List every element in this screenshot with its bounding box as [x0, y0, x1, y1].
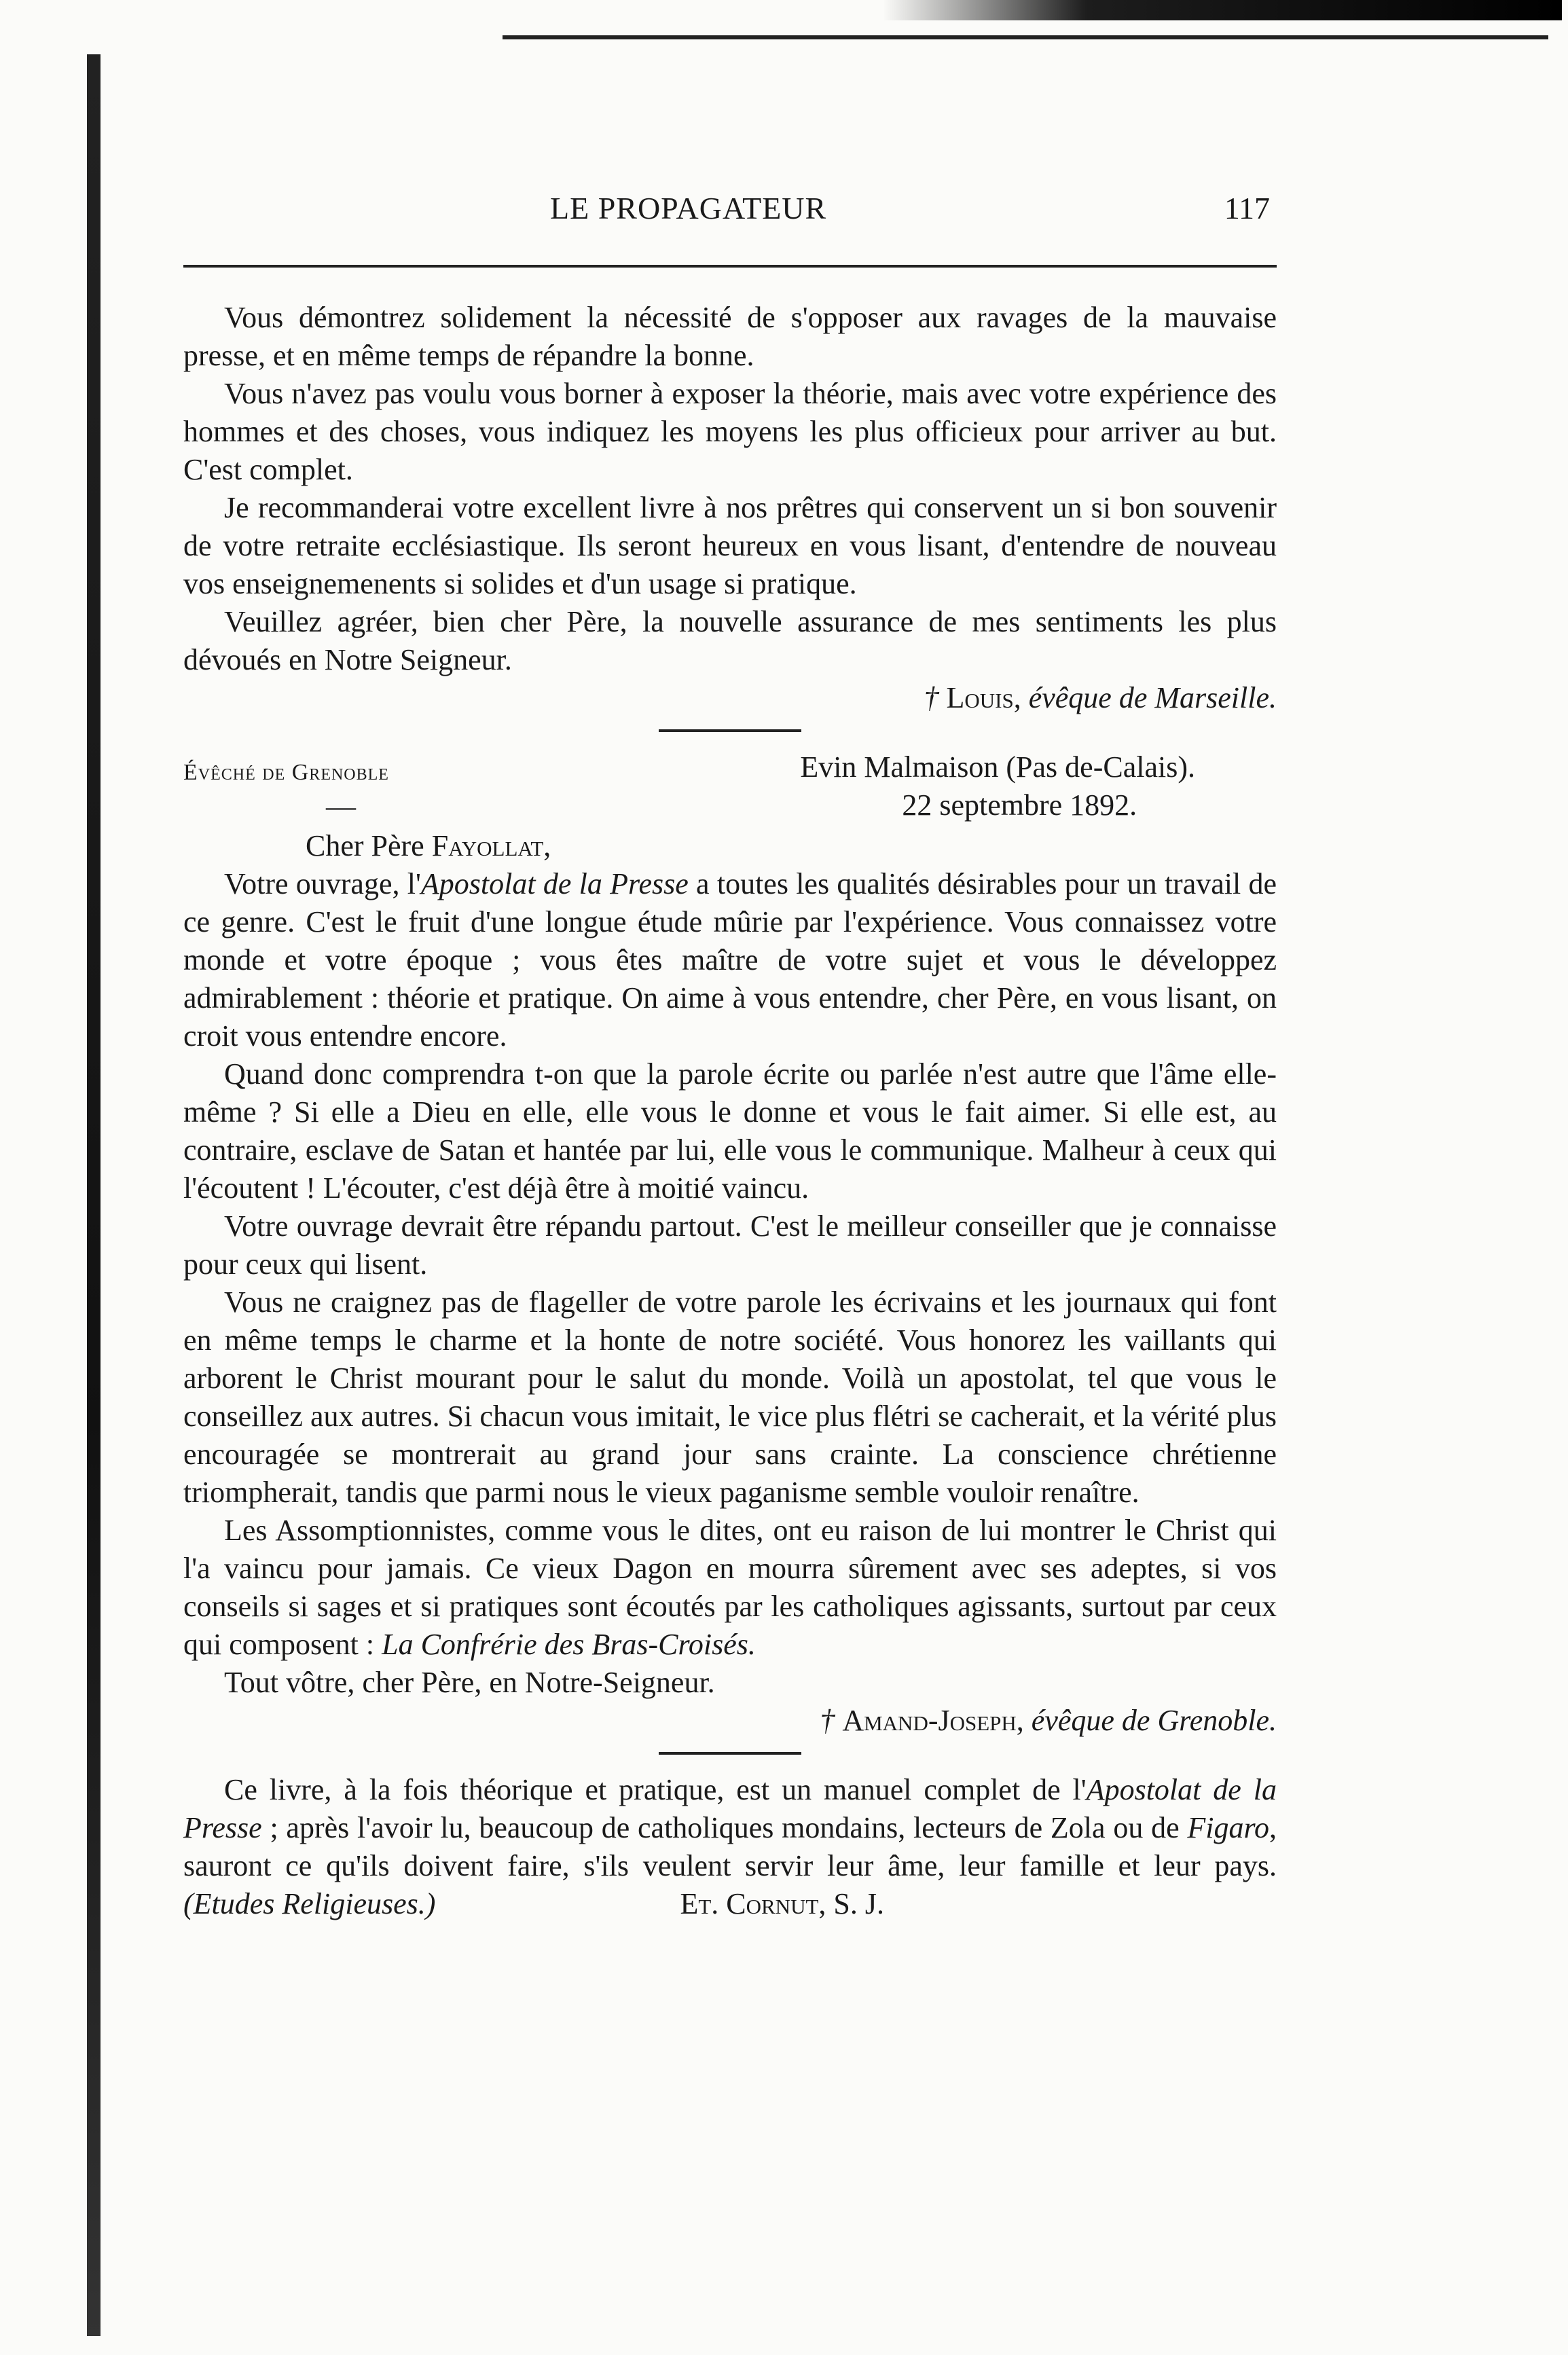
signature-title: évêque de Grenoble.: [1031, 1704, 1277, 1737]
paragraph: Votre ouvrage devrait être répandu partout. C'est le meilleur conseiller que je connaisse pour ceux qui lisent.: [183, 1209, 1277, 1281]
header-rule: [183, 265, 1277, 268]
cross-symbol: †: [924, 681, 939, 714]
scan-edge-left: [87, 54, 101, 2336]
signature-title: évêque de Marseille.: [1028, 681, 1277, 714]
place: Evin Malmaison (Pas de-Calais).: [800, 750, 1195, 784]
date: 22 septembre 1892.: [902, 788, 1137, 822]
salutation: [183, 827, 1277, 865]
page-body: [183, 299, 1277, 1923]
review-source: (Etudes Religieuses.): [183, 1887, 436, 1920]
paragraph: Veuillez agréer, bien cher Père, la nouvelle assurance de mes sentiments les plus dévoués en Notre Seigneur.: [183, 605, 1277, 676]
text: ; après l'avoir lu, beaucoup de catholiques mondains, lecteurs de Zola ou de: [261, 1811, 1188, 1844]
section-separator: [659, 1752, 801, 1755]
page-header: [183, 190, 1277, 244]
page-number: 117: [1224, 191, 1270, 225]
review-author: Et. Cornut, S. J.: [680, 1887, 884, 1920]
text: Ce livre, à la fois théorique et pratique, est un manuel complet de l': [224, 1773, 1087, 1806]
sender: Évêché de Grenoble: [183, 760, 389, 785]
paragraph: [183, 865, 1277, 1055]
place-date: [800, 748, 1195, 824]
text: Les Assomptionnistes, comme vous le dites, ont eu raison de lui montrer le Christ qui l'a vaincu pour jamais. Ce vieux Dagon en mourra sûrement avec ses adeptes, si vos conseils si sages et si pratiques sont écoutés par les catholiques agissants, surtout par ceux qui composent :: [183, 1514, 1277, 1661]
letter-dateline: [183, 748, 1277, 827]
text: Votre ouvrage, l': [224, 867, 421, 900]
cross-symbol: †: [820, 1704, 835, 1737]
paragraph: Je recommanderai votre excellent livre à nos prêtres qui conservent un si bon souvenir de votre retraite ecclésiastique. Ils seront heureux en vous lisant, d'entendre de nouveau vos enseignemenents si solides et d'un usage si pratique.: [183, 491, 1277, 600]
scan-edge-top: [883, 0, 1562, 20]
paragraph: [183, 1512, 1277, 1664]
paragraph: Quand donc comprendra t-on que la parole écrite ou parlée n'est autre que l'âme elle-même ? Si elle a Dieu en elle, elle vous le donne et vous le fait aimer. Si elle est, au contraire, esclave de Satan et hantée par lui, elle vous le communique. Malheur à ceux qui l'écoutent ! L'écouter, c'est déjà être à moitié vaincu.: [183, 1057, 1277, 1205]
scan-rule-top: [503, 35, 1548, 39]
salutation-prefix: Cher Père: [306, 829, 424, 862]
section-separator: [659, 729, 801, 732]
signature-name: Amand-Joseph,: [842, 1704, 1024, 1737]
paragraph: Vous ne craignez pas de flageller de votre parole les écrivains et les journaux qui font en même temps le charme et la honte de notre société. Vous honorez les vaillants qui arborent le Christ mourant pour le salut du monde. Voilà un apostolat, tel que vous le conseillez aux autres. Si chacun vous imitait, le vice plus flétri se cacherait, et la vérité plus encouragée se montrerait au grand jour sans crainte. La conscience chrétienne triompherait, tandis que parmi nous le vieux paganisme semble vouloir renaître.: [183, 1285, 1277, 1509]
paragraph: Vous n'avez pas voulu vous borner à exposer la théorie, mais avec votre expérience des hommes et des choses, vous indiquez les moyens les plus officieux pour arriver au but. C'est complet.: [183, 377, 1277, 486]
salutation-name: Fayollat,: [431, 829, 551, 862]
signature-name: Louis,: [946, 681, 1021, 714]
signature-grenoble: [183, 1702, 1277, 1740]
confraternity-title: La Confrérie des Bras-Croisés.: [382, 1628, 756, 1661]
book-title: Apostolat de la Presse: [420, 867, 689, 900]
review-paragraph: [183, 1771, 1277, 1923]
signature-marseille: [183, 679, 1277, 717]
page: [183, 190, 1277, 1920]
book-title: Apostolat de la Presse: [183, 1773, 1277, 1844]
sender-dash: —: [326, 790, 356, 823]
paragraph: Vous démontrez solidement la nécessité de s'opposer aux ravages de la mauvaise presse, et en même temps de répandre la bonne.: [183, 301, 1277, 372]
text: , sauront ce qu'ils doivent faire, s'ils veulent servir leur âme, leur famille et leur pays.: [183, 1811, 1277, 1882]
newspaper-title: Figaro: [1187, 1811, 1269, 1844]
running-head: LE PROPAGATEUR: [550, 191, 827, 225]
text: a toutes les qualités désirables pour un travail de ce genre. C'est le fruit d'une longue étude mûrie par l'expérience. Vous connaissez votre monde et votre époque ; vous êtes maître de votre sujet et vous le développez admirablement : théorie et pratique. On aime à vous entendre, cher Père, en vous lisant, on croit vous entendre encore.: [183, 867, 1277, 1053]
closing: Tout vôtre, cher Père, en Notre-Seigneur.: [224, 1666, 715, 1699]
